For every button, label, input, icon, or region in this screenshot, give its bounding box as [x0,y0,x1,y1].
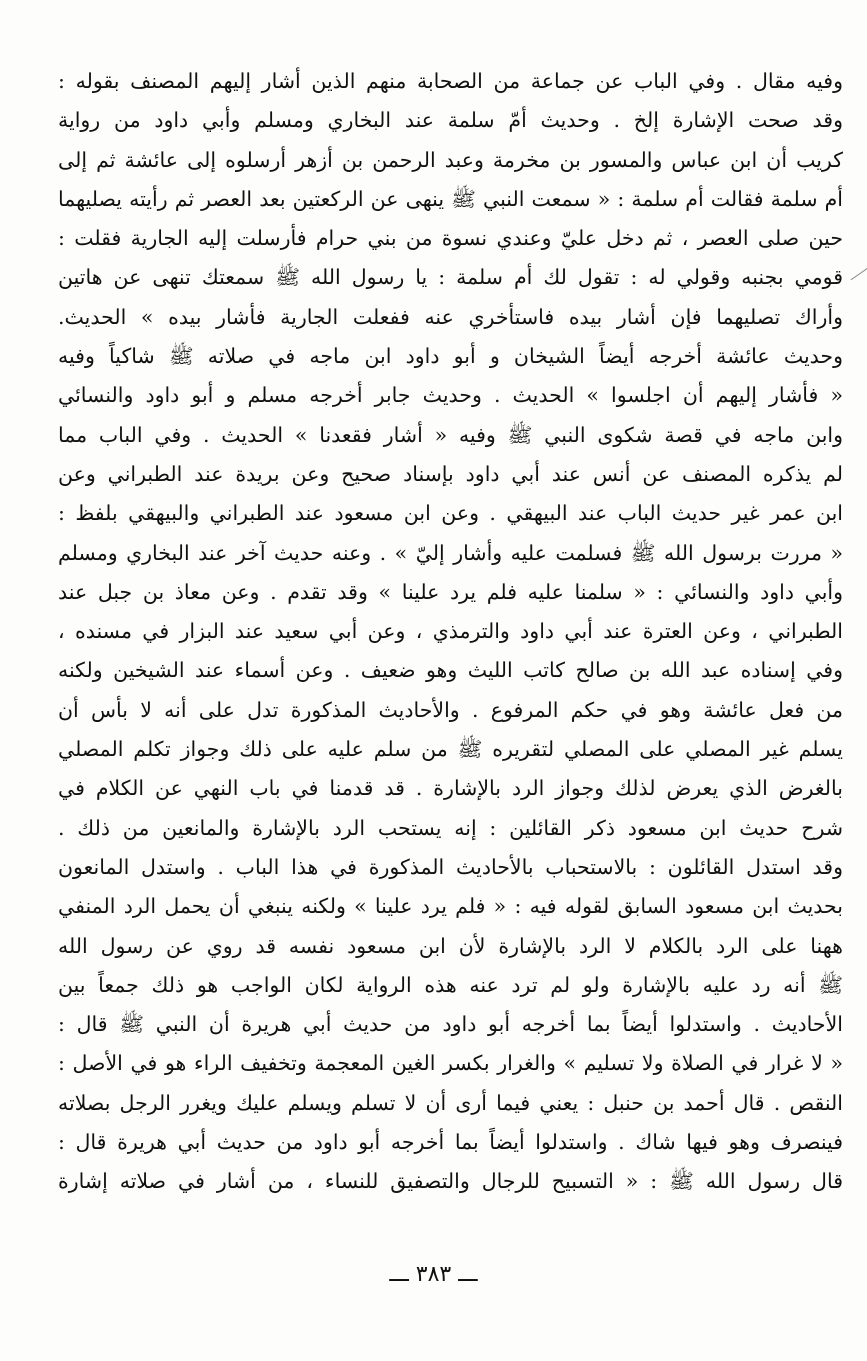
text-line: « لا غرار في الصلاة ولا تسليم » والغرار بكسر الغين المعجمة وتخفيف الراء هو في الأصل : [58,1051,843,1076]
scan-artifact [851,268,867,298]
text-line: فينصرف وهو فيها شاك . واستدلوا أيضاً بما أخرجه أبو داود من حديث أبي هريرة قال : [58,1130,843,1155]
text-line: وأراك تصليهما فإن أشار بيده فاستأخري عنه ففعلت الجارية فأشار بيده » الحديث. [58,304,843,329]
text-line: الطبراني ، وعن العترة عند أبي داود والترمذي ، وعن أبي سعيد عند البزار في مسنده ، [58,619,843,644]
page-number: ـــ ٣٨٣ ـــ [389,1262,478,1287]
text-line: « مررت برسول الله ﷺ فسلمت عليه وأشار إليّ » . وعنه حديث آخر عند البخاري ومسلم [58,540,843,565]
text-line: وقد صحت الإشارة إلخ . وحديث أمّ سلمة عند البخاري ومسلم وأبي داود من رواية [58,108,843,133]
text-line: أم سلمة فقالت أم سلمة : « سمعت النبي ﷺ ينهى عن الركعتين بعد العصر ثم رأيته يصليهما [58,186,843,211]
text-line: يسلم غير المصلي على المصلي لتقريره ﷺ من سلم عليه على ذلك وجواز تكلم المصلي [58,737,843,762]
text-line: بالغرض الذي يعرض لذلك وجواز الرد بالإشارة . قد قدمنا في باب النهي عن الكلام في [58,776,843,801]
text-line: وفيه مقال . وفي الباب عن جماعة من الصحابة منهم الذين أشار إليهم المصنف بقوله : [58,69,843,93]
text-line: ههنا على الرد بالكلام لا الرد بالإشارة لأن ابن مسعود نفسه قد روي عن رسول الله [58,933,843,958]
text-line: قومي بجنبه وقولي له : تقول لك أم سلمة : يا رسول الله ﷺ سمعتك تنهى عن هاتين [58,265,843,290]
text-line: لم يذكره المصنف عن أنس عند أبي داود بإسناد صحيح وعن بريدة عند الطبراني وعن [58,461,843,486]
body-text [58,62,843,1202]
text-line: حين صلى العصر ، ثم دخل عليّ وعندي نسوة من بني حرام فأرسلت إليه الجارية فقلت : [58,226,843,251]
text-line: « فأشار إليهم أن اجلسوا » الحديث . وحديث جابر أخرجه مسلم و أبو داود والنسائي [58,383,843,408]
text-line: ابن عمر غير حديث الباب عند البيهقي . وعن ابن مسعود عند الطبراني والبيهقي بلفظ : [58,501,843,526]
text-line: قال رسول الله ﷺ : « التسبيح للرجال والتصفيق للنساء ، من أشار في صلاته إشارة [58,1169,843,1194]
text-line: ﷺ أنه رد عليه بالإشارة ولو لم ترد عنه هذه الرواية لكان الواجب هو ذلك جمعاً بين [58,972,843,997]
text-line: وأبي داود والنسائي : « سلمنا عليه فلم يرد علينا » وقد تقدم . وعن معاذ بن جبل عند [58,579,843,604]
text-line: وفي إسناده عبد الله بن صالح كاتب الليث وهو ضعيف . وعن أسماء عند الشيخين ولكنه [58,658,843,683]
text-line: وقد استدل القائلون : بالاستحباب بالأحاديث المذكورة في هذا الباب . واستدل المانعون [58,854,843,879]
text-line: شرح حديث ابن مسعود ذكر القائلين : إنه يستحب الرد بالإشارة والمانعين من ذلك . [58,815,843,840]
text-line: كريب أن ابن عباس والمسور بن مخرمة وعبد الرحمن بن أزهر أرسلوه إلى عائشة ثم إلى [58,147,843,172]
text-line: النقص . قال أحمد بن حنبل : يعني فيما أرى أن لا تسلم ويسلم عليك ويغرر الرجل بصلاته [58,1090,843,1115]
text-line: وابن ماجه في قصة شكوى النبي ﷺ وفيه « أشار فقعدنا » الحديث . وفي الباب مما [58,422,843,447]
text-line: الأحاديث . واستدلوا أيضاً بما أخرجه أبو داود من حديث أبي هريرة أن النبي ﷺ قال : [58,1012,843,1037]
text-line: من فعل عائشة وهو في حكم المرفوع . والأحاديث المذكورة تدل على أنه لا بأس أن [58,697,843,722]
text-line: بحديث ابن مسعود السابق لقوله فيه : « فلم يرد علينا » ولكنه ينبغي أن يحمل الرد المنفي [58,894,843,919]
text-line: وحديث عائشة أخرجه أيضاً الشيخان و أبو داود ابن ماجه في صلاته ﷺ شاكياً وفيه [58,344,843,369]
